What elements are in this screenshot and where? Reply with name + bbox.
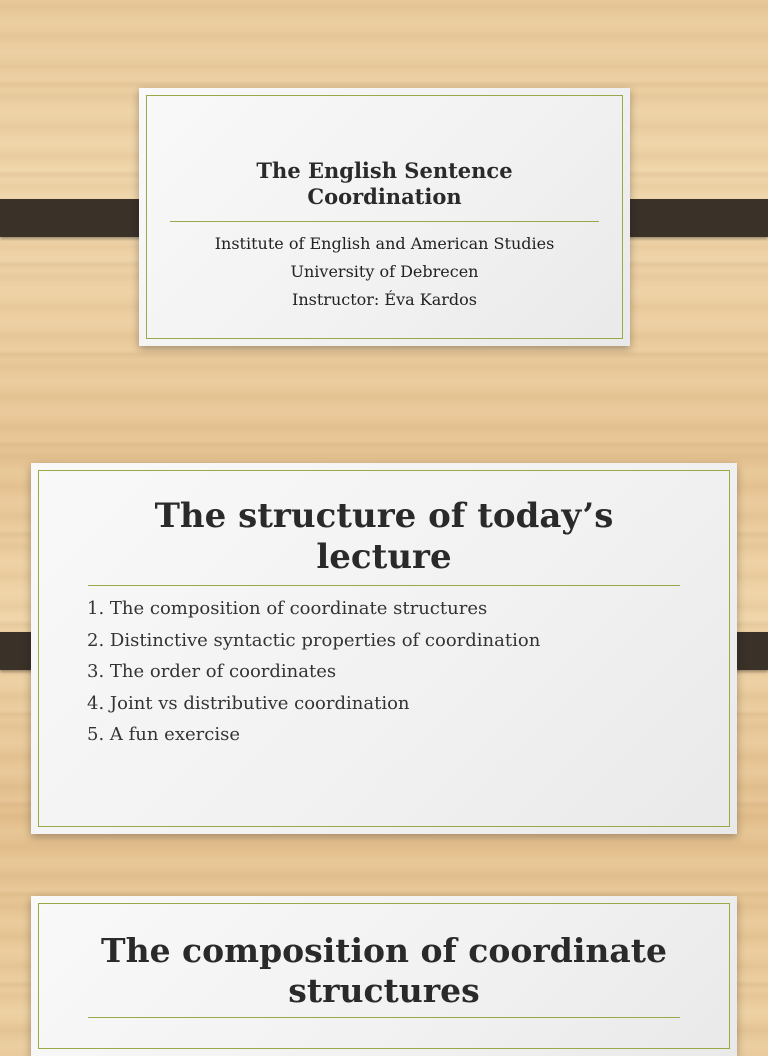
list-item: 2. Distinctive syntactic properties of coordination <box>87 629 541 651</box>
heading-divider <box>88 585 680 586</box>
list-item: 5. A fun exercise <box>87 724 240 745</box>
list-item: 4. Joint vs distributive coordination <box>87 692 410 714</box>
heading-line-2: structures <box>288 971 480 1010</box>
slide-title-heading <box>139 158 630 210</box>
slide-composition <box>31 896 737 1056</box>
title-line-1: The English Sentence <box>256 158 513 183</box>
slide-title <box>139 88 630 346</box>
slide-subtitle <box>139 230 630 314</box>
slide-heading <box>31 496 737 578</box>
title-line-2: Coordination <box>307 184 462 209</box>
binder-strap-right-1 <box>612 199 768 237</box>
university-text: University of Debrecen <box>290 262 479 281</box>
heading-line-1: The composition of coordinate <box>101 931 667 970</box>
instructor-text: Instructor: Éva Kardos <box>292 290 477 309</box>
institute-text: Institute of English and American Studies <box>214 234 555 253</box>
heading-divider <box>88 1017 680 1018</box>
list-item: 3. The order of coordinates <box>87 661 337 682</box>
lecture-outline-list <box>87 593 540 751</box>
slide-heading <box>31 931 737 1011</box>
list-item: 1. The composition of coordinate structures <box>87 598 488 619</box>
binder-strap-left-1 <box>0 199 156 237</box>
heading-line-1: The structure of today’s <box>154 496 614 536</box>
slide-lecture-structure <box>31 463 737 834</box>
heading-line-2: lecture <box>316 537 452 577</box>
title-divider <box>170 221 599 222</box>
